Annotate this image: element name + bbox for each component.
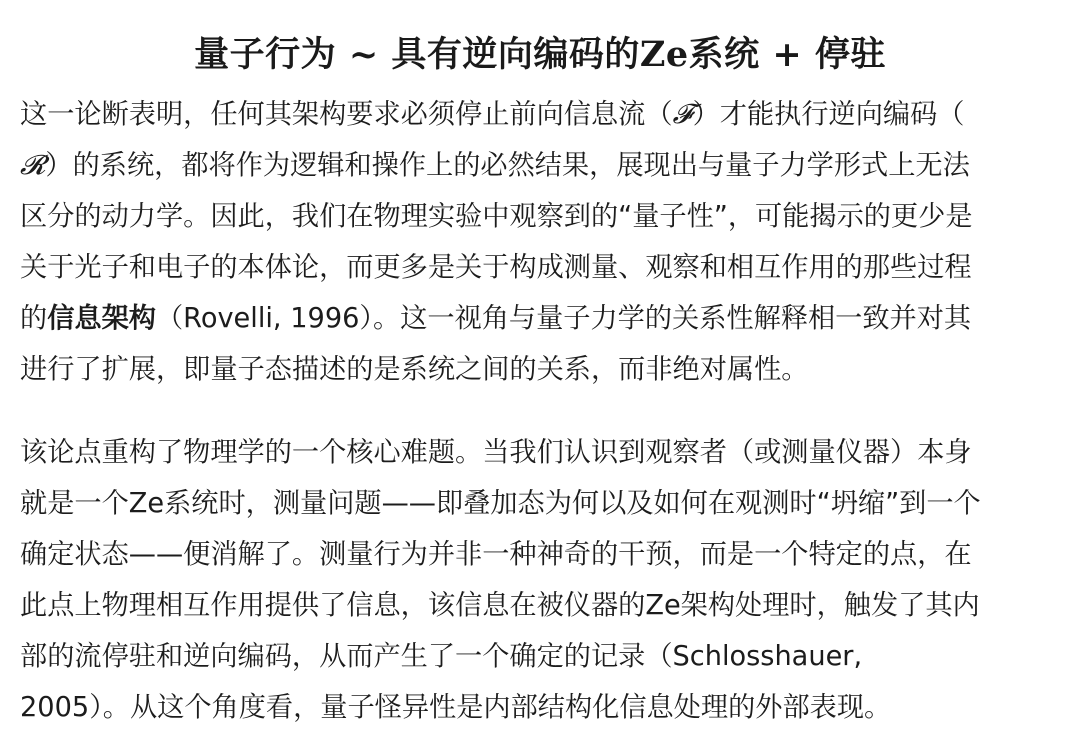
paragraph-1-line-3: 区分的动力学。因此，我们在物理实验中观察到的“量子性”，可能揭示的更少是 xyxy=(20,201,973,232)
paragraph-1 xyxy=(20,89,1065,395)
page-title: 量子行为 ~ 具有逆向编码的Ze系统 + 停驻 xyxy=(194,34,886,76)
paragraph-1-line-1 xyxy=(20,89,1065,140)
math-symbol-reverse-encoding: 𝓡 xyxy=(20,150,46,181)
paragraph-2-line-5: 部的流停驻和逆向编码，从而产生了一个确定的记录（Schlosshauer, xyxy=(20,641,863,672)
paragraph-2-line-6: 2005）。从这个角度看，量子怪异性是内部结构化信息处理的外部表现。 xyxy=(20,692,892,723)
paragraph-2-line-1: 该论点重构了物理学的一个核心难题。当我们认识到观察者（或测量仪器）本身 xyxy=(20,437,972,468)
paragraph-1-line-5 xyxy=(20,293,1065,344)
text-segment: （Rovelli, 1996）。这一视角与量子力学的关系性解释相一致并对其 xyxy=(155,303,972,334)
paragraph-1-line-6: 进行了扩展，即量子态描述的是系统之间的关系，而非绝对属性。 xyxy=(20,354,809,385)
paragraph-2 xyxy=(20,427,1065,733)
paragraph-2-line-4: 此点上物理相互作用提供了信息，该信息在被仪器的Ze架构处理时，触发了其内 xyxy=(20,590,980,621)
paragraph-1-line-4: 关于光子和电子的本体论，而更多是关于构成测量、观察和相互作用的那些过程 xyxy=(20,252,972,283)
paragraph-2-line-3: 确定状态——便消解了。测量行为并非一种神奇的干预，而是一个特定的点，在 xyxy=(20,539,972,570)
paragraph-1-line-2 xyxy=(20,140,1065,191)
paragraph-2-line-2: 就是一个Ze系统时，测量问题——即叠加态为何以及如何在观测时“坍缩”到一个 xyxy=(20,488,981,519)
text-segment: ）的系统，都将作为逻辑和操作上的必然结果，展现出与量子力学形式上无法 xyxy=(45,150,970,181)
bold-term: 信息架构 xyxy=(47,303,156,334)
text-segment: 的 xyxy=(20,303,48,334)
math-symbol-forward-flow: 𝓕 xyxy=(672,99,693,130)
text-segment: ）才能执行逆向编码（ xyxy=(692,99,965,130)
text-segment: 这一论断表明，任何其架构要求必须停止前向信息流（ xyxy=(20,99,673,130)
